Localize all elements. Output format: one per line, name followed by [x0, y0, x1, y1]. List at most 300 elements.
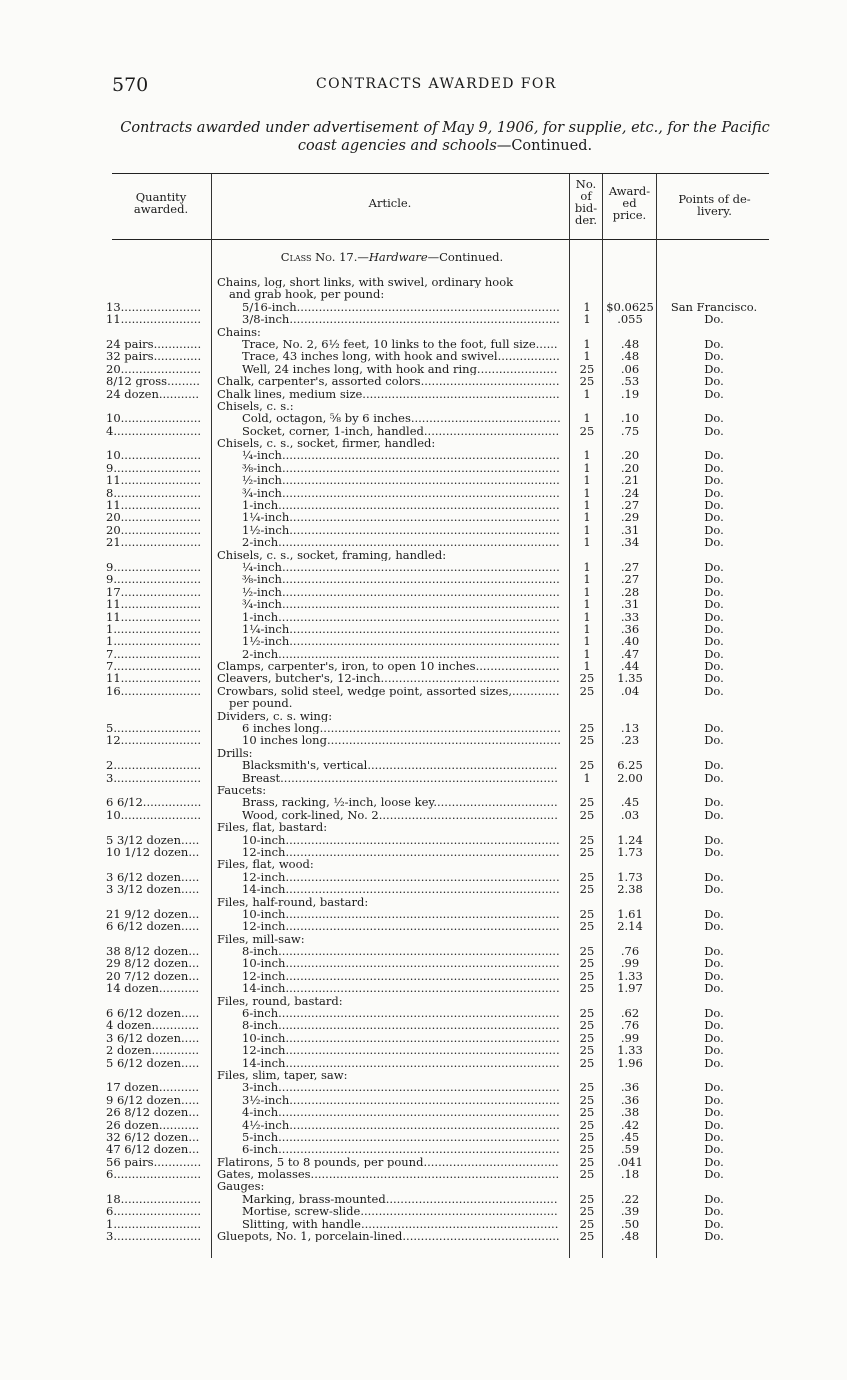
bidder-cell: 25: [579, 423, 595, 438]
quantity-cell: 16......................: [106, 684, 202, 698]
price-cell: .75: [620, 423, 640, 438]
bidder-cell: 25: [579, 1080, 595, 1095]
table-row: [0, 809, 847, 821]
delivery-cell: Do.: [704, 460, 724, 475]
article-cell: Files, flat, bastard:: [217, 821, 328, 834]
delivery-cell: Do.: [704, 1142, 724, 1157]
quantity-cell: 9........................: [106, 461, 202, 475]
bidder-cell: 1: [583, 448, 591, 463]
delivery-cell: Do.: [704, 807, 724, 822]
bidder-cell: 25: [579, 1204, 595, 1219]
quantity-cell: 10 1/12 dozen...: [106, 845, 200, 859]
article-cell: 14-inch...........................................................................: [242, 982, 560, 995]
price-cell: .44: [620, 659, 640, 674]
bidder-cell: 25: [579, 1229, 595, 1244]
article-cell: 4-inch.............................................................................: [242, 1106, 560, 1119]
bidder-cell: 25: [579, 1129, 595, 1144]
article-cell: Drills:: [217, 746, 253, 760]
bidder-cell: 25: [579, 844, 595, 859]
quantity-cell: 21 9/12 dozen...: [106, 907, 200, 921]
quantity-cell: 11......................: [106, 610, 202, 623]
article-cell: Gauges:: [217, 1180, 265, 1193]
article-cell: Chains, log, short links, with swivel, ordinary hook: [217, 276, 514, 289]
table-row: [0, 313, 847, 325]
price-cell: .27: [620, 572, 640, 587]
delivery-cell: Do.: [704, 795, 724, 810]
bidder-cell: 25: [579, 1092, 595, 1107]
quantity-cell: 3 6/12 dozen.....: [106, 870, 200, 884]
bidder-cell: 25: [579, 1055, 595, 1070]
class-suffix: —Continued.: [427, 250, 504, 264]
article-cell: 14-inch...........................................................................: [242, 1056, 560, 1069]
table-row: [0, 883, 847, 895]
table-row: [0, 1106, 847, 1118]
price-cell: 1.96: [617, 1055, 643, 1070]
article-cell: 6-inch.............................................................................: [242, 1143, 560, 1156]
quantity-cell: 6........................: [106, 1168, 202, 1181]
quantity-cell: 9 6/12 dozen.....: [106, 1093, 200, 1107]
price-cell: .76: [620, 1018, 640, 1033]
article-cell: Clamps, carpenter's, iron, to open 10 inches.......................: [217, 660, 560, 673]
bidder-cell: 1: [583, 646, 591, 661]
bidder-cell: 1: [583, 460, 591, 475]
table-row: [0, 511, 847, 523]
delivery-cell: Do.: [704, 981, 724, 996]
header-delivery: Points of de- livery.: [678, 192, 751, 218]
price-cell: .055: [617, 312, 643, 327]
article-cell: Files, half-round, bastard:: [217, 895, 369, 908]
delivery-cell: Do.: [704, 1105, 724, 1120]
article-cell: 6-inch.............................................................................: [242, 1007, 560, 1020]
price-cell: .20: [620, 460, 640, 475]
class-label: Class No. 17.—: [280, 250, 369, 264]
header-quantity: Quantity awarded.: [133, 190, 189, 216]
bidder-cell: 25: [579, 1006, 595, 1020]
quantity-cell: 11......................: [106, 672, 202, 685]
bidder-cell: 1: [583, 411, 591, 426]
table-row: [0, 834, 847, 846]
table-row: [0, 858, 847, 870]
bidder-cell: 1: [583, 559, 591, 574]
delivery-cell: Do.: [704, 535, 724, 550]
table-row: [0, 672, 847, 684]
article-cell: Socket, corner, 1-inch, handled.....................................: [242, 424, 560, 437]
table-row: [0, 1119, 847, 1131]
delivery-cell: Do.: [704, 584, 724, 599]
price-cell: .39: [620, 1204, 640, 1219]
article-cell: Cleavers, butcher's, 12-inch.................................................: [217, 672, 560, 685]
price-cell: 6.25: [617, 758, 643, 773]
price-cell: .13: [620, 721, 640, 736]
quantity-cell: 3 6/12 dozen.....: [106, 1031, 200, 1045]
quantity-cell: 4........................: [106, 424, 202, 437]
article-cell: ½-inch............................................................................: [242, 585, 560, 599]
delivery-cell: Do.: [704, 1043, 724, 1058]
article-cell: ¾-inch............................................................................: [242, 486, 560, 499]
bidder-cell: 1: [583, 498, 591, 513]
article-cell: 1½-inch..........................................................................: [242, 523, 560, 537]
article-cell: Chisels, c. s., socket, firmer, handled:: [217, 437, 436, 450]
article-cell: 6 inches long..................................................................: [242, 722, 561, 735]
bidder-cell: 25: [579, 1154, 595, 1169]
delivery-cell: Do.: [704, 1167, 724, 1182]
price-cell: 1.33: [617, 1043, 643, 1058]
price-cell: 1.73: [617, 869, 643, 884]
article-cell: Files, round, bastard:: [217, 994, 343, 1007]
price-cell: .48: [620, 336, 640, 351]
bidder-cell: 25: [579, 671, 595, 686]
delivery-cell: Do.: [704, 956, 724, 971]
price-cell: .28: [620, 584, 640, 599]
quantity-cell: 12......................: [106, 734, 202, 747]
price-cell: .27: [620, 559, 640, 574]
quantity-cell: 11......................: [106, 499, 202, 512]
quantity-cell: 20 7/12 dozen...: [106, 969, 200, 983]
delivery-cell: Do.: [704, 448, 724, 463]
price-cell: 1.97: [617, 981, 643, 996]
table-row: [0, 896, 847, 908]
table-row: [0, 846, 847, 858]
delivery-cell: Do.: [704, 671, 724, 686]
delivery-cell: Do.: [704, 1204, 724, 1219]
table-row: [0, 772, 847, 784]
table-row: [0, 1230, 847, 1242]
delivery-cell: Do.: [704, 559, 724, 574]
bidder-cell: 1: [583, 535, 591, 550]
quantity-cell: 10......................: [106, 449, 202, 462]
table-row: [0, 536, 847, 548]
article-cell: Gluepots, No. 1, porcelain-lined...........................................: [217, 1230, 560, 1243]
delivery-cell: Do.: [704, 423, 724, 438]
price-cell: $0.0625: [606, 299, 654, 314]
article-cell: Chains:: [217, 325, 261, 338]
table-row: [0, 685, 847, 697]
table-row: [0, 821, 847, 833]
bidder-cell: 1: [583, 572, 591, 587]
article-cell: Brass, racking, ½-inch, loose key..................................: [242, 796, 558, 809]
price-cell: .34: [620, 535, 640, 550]
bidder-cell: 25: [579, 1167, 595, 1182]
article-cell: Wood, cork-lined, No. 2.................................................: [242, 808, 558, 822]
bidder-cell: 1: [583, 386, 591, 401]
price-cell: .23: [620, 733, 640, 748]
delivery-cell: Do.: [704, 621, 724, 636]
delivery-cell: Do.: [704, 349, 724, 364]
article-cell: 10-inch...........................................................................: [242, 907, 560, 921]
bidder-cell: 1: [583, 349, 591, 364]
article-cell: Chalk lines, medium size......................................................: [217, 387, 560, 400]
table-row: [0, 326, 847, 338]
article-cell: Flatirons, 5 to 8 pounds, per pound.....................................: [217, 1155, 559, 1168]
quantity-cell: 11......................: [106, 313, 202, 326]
price-cell: .99: [620, 1030, 640, 1045]
bidder-cell: 25: [579, 968, 595, 983]
article-cell: 1-inch.............................................................................: [242, 610, 560, 623]
article-cell: 2-inch.............................................................................: [242, 647, 560, 660]
article-cell: Crowbars, solid steel, wedge point, assorted sizes,.............: [217, 684, 560, 698]
price-cell: .40: [620, 634, 640, 649]
bidder-cell: 1: [583, 336, 591, 351]
delivery-cell: Do.: [704, 1092, 724, 1107]
price-cell: .06: [620, 361, 640, 376]
quantity-cell: 32 pairs.............: [106, 350, 202, 363]
caption-line-1: Contracts awarded under advertisement of May 9, 1906, for supplie, etc., for the Pacific: [120, 120, 770, 136]
article-cell: Dividers, c. s. wing:: [217, 709, 333, 722]
table-row: [0, 759, 847, 771]
quantity-cell: 6 6/12 dozen.....: [106, 1007, 200, 1020]
table-row: [0, 375, 847, 387]
article-cell: 14-inch...........................................................................: [242, 883, 560, 896]
article-cell: 1¼-inch..........................................................................: [242, 511, 560, 524]
price-cell: 2.00: [617, 770, 643, 785]
quantity-cell: 26 dozen...........: [106, 1118, 200, 1131]
price-cell: .24: [620, 485, 640, 500]
price-cell: .50: [620, 1216, 640, 1231]
article-cell: Blacksmith's, vertical....................................................: [242, 759, 558, 772]
quantity-cell: 1........................: [106, 622, 202, 636]
quantity-cell: 29 8/12 dozen...: [106, 957, 200, 970]
quantity-cell: 6 6/12 dozen.....: [106, 920, 200, 933]
bidder-cell: 25: [579, 733, 595, 748]
bidder-cell: 25: [579, 882, 595, 897]
bidder-cell: 1: [583, 485, 591, 500]
price-cell: .03: [620, 807, 640, 822]
bidder-cell: 25: [579, 758, 595, 773]
article-cell: Gates, molasses....................................................................: [217, 1168, 560, 1181]
delivery-cell: Do.: [704, 386, 724, 401]
article-cell: 12-inch...........................................................................: [242, 920, 560, 933]
quantity-cell: 8/12 gross.........: [106, 375, 200, 388]
quantity-cell: 7........................: [106, 660, 202, 673]
price-cell: .20: [620, 448, 640, 463]
running-head: CONTRACTS AWARDED FOR: [316, 76, 557, 92]
header-bidder: No. of bid- der.: [574, 177, 598, 227]
price-cell: 1.73: [617, 844, 643, 859]
caption-line-2-upright: Continued.: [511, 138, 593, 154]
price-cell: .041: [617, 1154, 643, 1169]
article-cell: 1½-inch..........................................................................: [242, 635, 560, 648]
quantity-cell: 20......................: [106, 511, 202, 524]
page-number: 570: [112, 74, 149, 96]
quantity-cell: 20......................: [106, 362, 202, 376]
price-cell: .29: [620, 510, 640, 525]
article-cell: Marking, brass-mounted...............................................: [242, 1192, 558, 1206]
quantity-cell: 7........................: [106, 647, 202, 660]
bidder-cell: 1: [583, 621, 591, 636]
delivery-cell: Do.: [704, 659, 724, 674]
delivery-cell: Do.: [704, 1030, 724, 1045]
bidder-cell: 25: [579, 1117, 595, 1132]
bidder-cell: 25: [579, 832, 595, 847]
article-cell: Chisels, c. s., socket, framing, handled:: [217, 548, 447, 561]
price-cell: .53: [620, 374, 640, 389]
article-cell: Mortise, screw-slide......................................................: [242, 1205, 558, 1218]
article-cell: Slitting, with handle......................................................: [242, 1217, 559, 1230]
price-cell: .45: [620, 1129, 640, 1144]
price-cell: .38: [620, 1105, 640, 1120]
quantity-cell: 3........................: [106, 1230, 202, 1243]
quantity-cell: 1........................: [106, 1217, 202, 1230]
article-cell: Chisels, c. s.:: [217, 399, 294, 413]
quantity-cell: 13......................: [106, 300, 202, 314]
table-row: [0, 1180, 847, 1192]
table-row: [0, 957, 847, 969]
caption-line-2-italic: coast agencies and schools—: [297, 138, 512, 154]
article-cell: 5/16-inch........................................................................: [242, 300, 560, 314]
quantity-cell: 26 8/12 dozen...: [106, 1106, 200, 1119]
delivery-cell: Do.: [704, 869, 724, 884]
article-cell: 3-inch.............................................................................: [242, 1081, 560, 1094]
delivery-cell: Do.: [704, 832, 724, 847]
bidder-cell: 25: [579, 1030, 595, 1045]
article-cell: Cold, octagon, ⅝ by 6 inches.........................................: [242, 412, 561, 425]
delivery-cell: Do.: [704, 485, 724, 500]
article-cell: 10 inches long................................................................: [242, 734, 561, 747]
bidder-cell: 25: [579, 1105, 595, 1120]
bidder-cell: 25: [579, 361, 595, 376]
delivery-cell: Do.: [704, 473, 724, 488]
price-cell: .33: [620, 609, 640, 624]
table-row: [0, 1081, 847, 1093]
article-cell: and grab hook, per pound:: [229, 288, 385, 301]
bidder-cell: 1: [583, 634, 591, 649]
table-caption: [105, 119, 785, 155]
price-cell: 2.38: [617, 882, 643, 897]
table-row: [0, 982, 847, 994]
bidder-cell: 1: [583, 659, 591, 674]
article-cell: ¾-inch............................................................................: [242, 598, 560, 611]
bidder-cell: 1: [583, 584, 591, 599]
article-cell: 10-inch...........................................................................: [242, 833, 560, 846]
delivery-cell: Do.: [704, 919, 724, 934]
price-cell: .04: [620, 683, 640, 698]
bidder-cell: 25: [579, 1142, 595, 1157]
delivery-cell: Do.: [704, 572, 724, 587]
quantity-cell: 6 6/12................: [106, 796, 202, 809]
price-cell: .62: [620, 1006, 640, 1020]
quantity-cell: 1........................: [106, 635, 202, 648]
article-cell: 12-inch...........................................................................: [242, 845, 560, 859]
price-cell: 1.24: [617, 832, 643, 847]
quantity-cell: 20......................: [106, 523, 202, 537]
table-row: [0, 276, 847, 288]
price-cell: .36: [620, 1092, 640, 1107]
bidder-cell: 25: [579, 1018, 595, 1033]
delivery-cell: Do.: [704, 361, 724, 376]
quantity-cell: 47 6/12 dozen...: [106, 1143, 200, 1156]
table-row: [0, 288, 847, 300]
delivery-cell: Do.: [704, 312, 724, 327]
delivery-cell: Do.: [704, 411, 724, 426]
price-cell: .31: [620, 522, 640, 537]
price-cell: .45: [620, 795, 640, 810]
bidder-cell: 25: [579, 919, 595, 934]
article-cell: 3/8-inch..........................................................................: [242, 313, 560, 326]
price-cell: .36: [620, 1080, 640, 1095]
article-cell: Files, flat, wood:: [217, 858, 314, 871]
delivery-cell: Do.: [704, 1154, 724, 1169]
table-row: [0, 611, 847, 623]
bidder-cell: 25: [579, 869, 595, 884]
quantity-cell: 56 pairs.............: [106, 1155, 202, 1168]
article-cell: 2-inch.............................................................................: [242, 536, 560, 549]
bidder-cell: 1: [583, 770, 591, 785]
delivery-cell: Do.: [704, 634, 724, 649]
table-row: [0, 734, 847, 746]
bidder-cell: 25: [579, 944, 595, 959]
table-row: [0, 920, 847, 932]
article-cell: 12-inch...........................................................................: [242, 969, 560, 983]
article-cell: 1-inch.............................................................................: [242, 499, 560, 512]
table-row: [0, 388, 847, 400]
delivery-cell: Do.: [704, 906, 724, 921]
quantity-cell: 11......................: [106, 474, 202, 487]
table-row: [0, 474, 847, 486]
price-cell: 1.33: [617, 968, 643, 983]
bidder-cell: 25: [579, 906, 595, 921]
table-row: [0, 635, 847, 647]
article-cell: 10-inch...........................................................................: [242, 1031, 560, 1045]
delivery-cell: Do.: [704, 609, 724, 624]
caption-line-2: [105, 137, 785, 155]
delivery-cell: Do.: [704, 597, 724, 612]
bidder-cell: 25: [579, 1191, 595, 1206]
article-cell: ¼-inch............................................................................: [242, 560, 560, 574]
quantity-cell: 18......................: [106, 1192, 202, 1206]
price-cell: 1.35: [617, 671, 643, 686]
bidder-cell: 1: [583, 312, 591, 327]
delivery-cell: Do.: [704, 510, 724, 525]
delivery-cell: Do.: [704, 733, 724, 748]
quantity-cell: 10......................: [106, 808, 202, 822]
quantity-cell: 11......................: [106, 598, 202, 611]
bidder-cell: 1: [583, 522, 591, 537]
price-cell: .19: [620, 386, 640, 401]
class-heading: [216, 250, 568, 264]
delivery-cell: Do.: [704, 683, 724, 698]
bidder-cell: 25: [579, 1043, 595, 1058]
quantity-cell: 32 6/12 dozen...: [106, 1130, 200, 1144]
article-cell: Well, 24 inches long, with hook and ring......................: [242, 362, 558, 376]
quantity-cell: 6........................: [106, 1205, 202, 1218]
bidder-cell: 25: [579, 807, 595, 822]
delivery-cell: Do.: [704, 1229, 724, 1244]
quantity-cell: 8........................: [106, 486, 202, 499]
price-cell: .48: [620, 1229, 640, 1244]
article-cell: 12-inch...........................................................................: [242, 1044, 560, 1057]
article-cell: ½-inch............................................................................: [242, 474, 560, 487]
article-cell: Trace, 43 inches long, with hook and swivel.................: [242, 350, 560, 363]
delivery-cell: Do.: [704, 646, 724, 661]
price-cell: .18: [620, 1167, 640, 1182]
delivery-cell: Do.: [704, 336, 724, 351]
price-cell: .99: [620, 956, 640, 971]
delivery-cell: Do.: [704, 374, 724, 389]
bidder-cell: 25: [579, 956, 595, 971]
bidder-cell: 1: [583, 299, 591, 314]
quantity-cell: 24 dozen...........: [106, 387, 200, 400]
bidder-cell: 25: [579, 374, 595, 389]
bidder-cell: 1: [583, 609, 591, 624]
table-row: [0, 573, 847, 585]
delivery-cell: Do.: [704, 498, 724, 513]
price-cell: .36: [620, 621, 640, 636]
delivery-cell: Do.: [704, 1216, 724, 1231]
delivery-cell: Do.: [704, 770, 724, 785]
delivery-cell: Do.: [704, 1191, 724, 1206]
price-cell: .27: [620, 498, 640, 513]
table-row: [0, 1143, 847, 1155]
